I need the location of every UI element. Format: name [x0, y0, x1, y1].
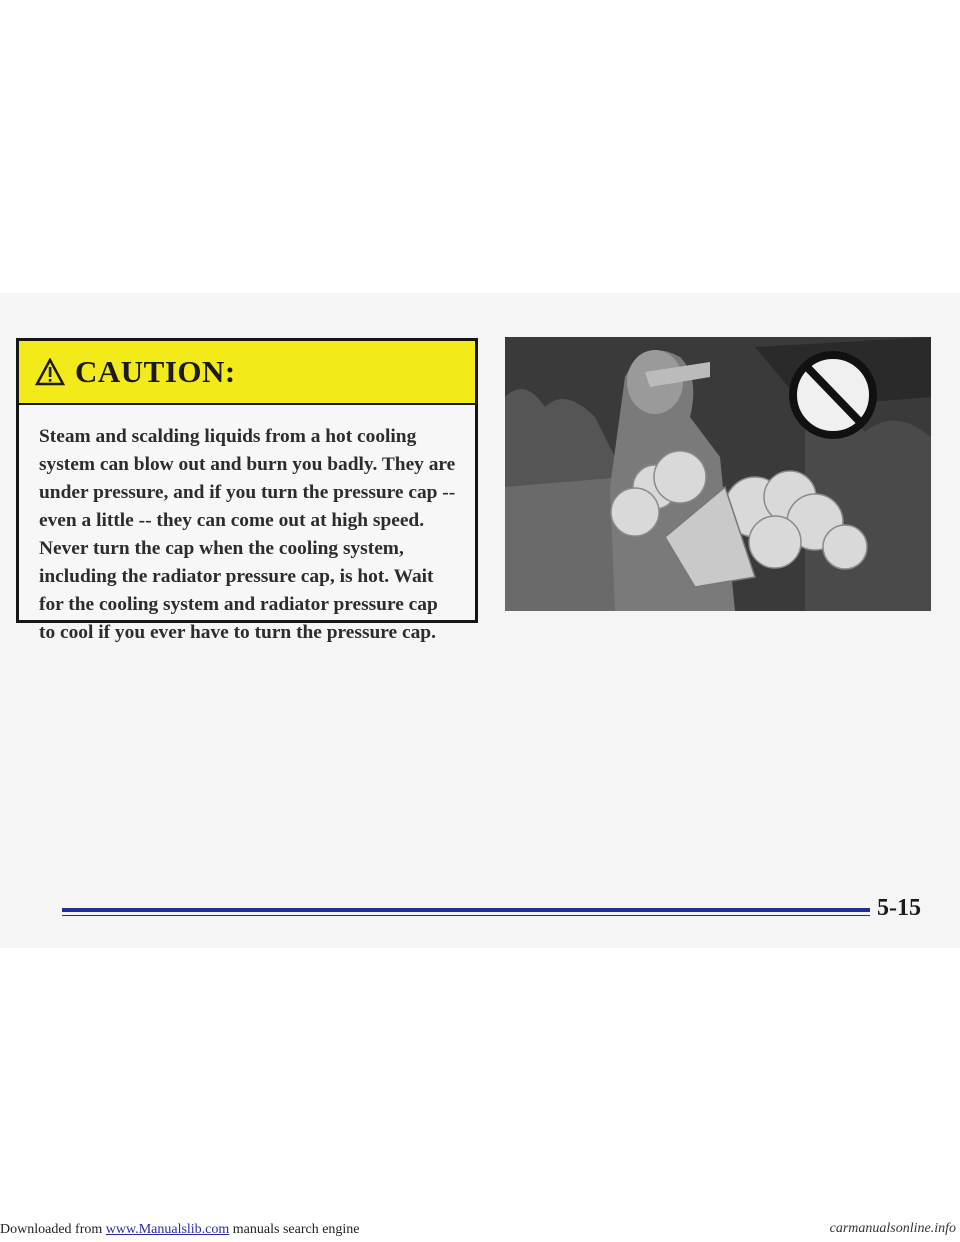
footer-prefix: Downloaded from [0, 1222, 106, 1237]
manualslib-link[interactable]: www.Manualslib.com [105, 1222, 230, 1237]
caution-header [19, 341, 475, 405]
caution-title: CAUTION: [75, 354, 236, 389]
download-footer [0, 1222, 360, 1238]
warning-triangle-icon [35, 358, 65, 386]
caution-text: Steam and scalding liquids from a hot cooling system can blow out and burn you badly. They are under pressure, and if you turn the pressure cap -- even a little -- they can come out at high speed. Never turn the cap when the cooling system, including the radiator pressure cap, is hot. Wait for the cooling system and radiator pressure cap to cool if you ever have to turn the pressure cap. [39, 426, 456, 643]
steam-burn-illustration [505, 337, 931, 611]
footer-rule [62, 908, 870, 912]
footer-suffix: manuals search engine [229, 1222, 360, 1237]
caution-box [16, 338, 478, 643]
watermark: carmanualsonline.info [829, 1221, 956, 1236]
page-number: 5-15 [877, 895, 921, 921]
no-entry-circle-icon [793, 355, 873, 435]
footer-rule-thin [62, 915, 870, 916]
